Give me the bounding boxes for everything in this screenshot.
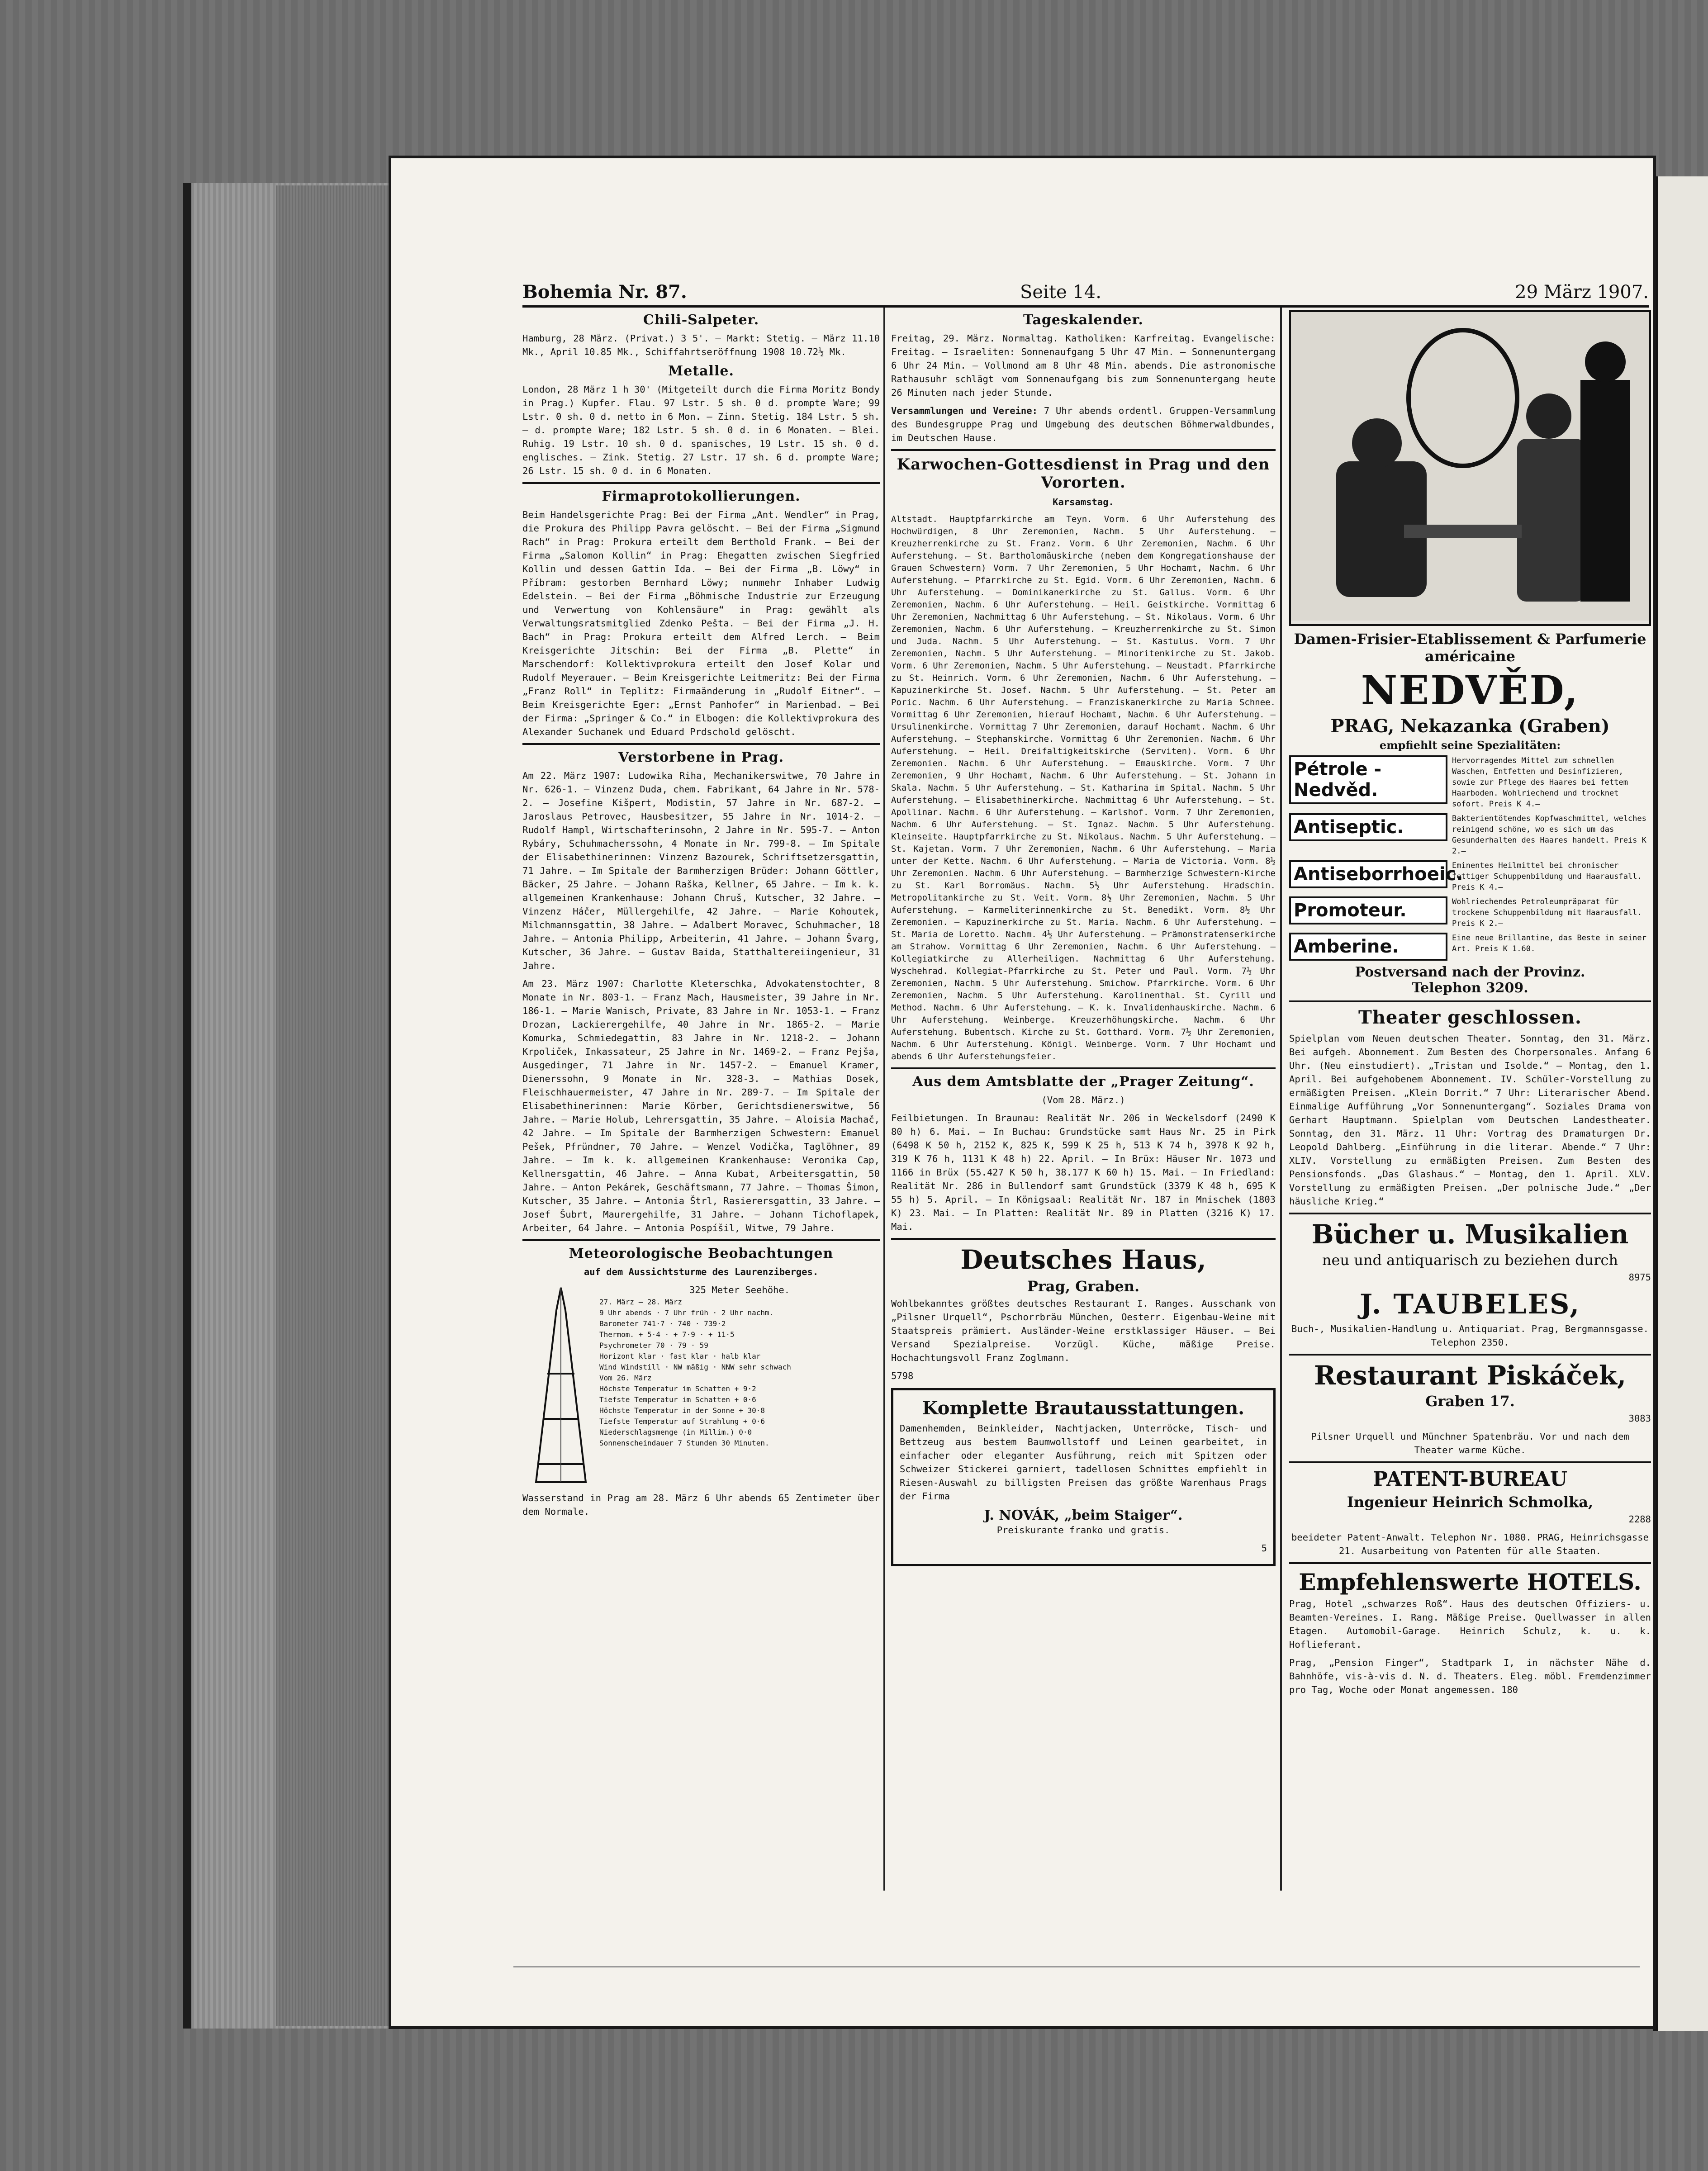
product-name: Amberine. xyxy=(1289,933,1447,961)
product-row xyxy=(1289,755,1651,810)
patent-engineer: Ingenieur Heinrich Schmolka, xyxy=(1347,1493,1594,1511)
meteo-table xyxy=(599,1283,880,1491)
hotel-listing: Prag, Hotel „schwarzes Roß“. Haus des deutschen Offiziers- u. Beamten-Vereines. I. Rang. Mäßige Preise. Quellwasser in allen Etagen. Automobil-Garage. Heinrich Schulz, k. u. k. Hoflieferant. xyxy=(1289,1598,1651,1650)
section-title: Meteorologische Beobachtungen xyxy=(569,1246,834,1261)
ad-number: 8975 xyxy=(1628,1272,1651,1283)
versammlungen-body: 7 Uhr abends ordentl. Gruppen-Versammlung des Bundesgruppe Prag und Umgebung des deutschen Böhmerwaldbundes, im Deutschen Hause. xyxy=(891,405,1276,443)
feilbietungen-text: Feilbietungen. In Braunau: Realität Nr. 206 in Weckelsdorf (2490 K 80 h) 6. Mai. — In Buchau: Grundstücke samt Haus Nr. 25 in Pirk (6498 K 50 h, 2152 K, 825 K, 599 K 25 h, 513 K 74 h, 3978 K 92 h, 319 K 76 h, 1131 K 48 h) 22. April. — In Brüx: Häuser Nr. 1073 und 1166 in Brüx (55.427 K 50 h, 38.177 K 60 h) 15. Mai. — In Friedland: Realität Nr. 286 in Bullendorf samt Grundstück (3379 K 48 h, 695 K 55 h) 5. April. — In Königsaal: Realität Nr. 187 in Mnischek (1803 K) 23. Mai. — In Platten: Realität Nr. 89 in Platten (3216 K) 17. Mai. xyxy=(891,1113,1276,1232)
braut-footer: Preiskurante franko und gratis. xyxy=(996,1525,1170,1536)
product-description: Wohlriechendes Petroleumpräparat für trockene Schuppenbildung mit Haarausfall. Preis K 2.— xyxy=(1452,897,1642,928)
product-name: Antiseptic. xyxy=(1289,813,1447,841)
ad-number: 3083 xyxy=(1628,1413,1651,1424)
theater-title: Theater geschlossen. xyxy=(1358,1007,1582,1028)
meteo-row: Vom 26. März xyxy=(599,1374,652,1382)
divider-rule xyxy=(522,743,880,745)
divider-rule xyxy=(522,482,880,484)
amtsblatt-date: (Vom 28. März.) xyxy=(1041,1095,1125,1105)
meteo-row: Tiefste Temperatur auf Strahlung + 0·6 xyxy=(599,1417,765,1426)
ad-number: 2288 xyxy=(1628,1514,1651,1525)
product-name: Antiseborrhoeic. xyxy=(1289,860,1447,888)
section-title: Chili-Salpeter. xyxy=(643,312,759,328)
product-description: Hervorragendes Mittel zum schnellen Waschen, Entfetten und Desinfizieren, sowie zur Pflege des Haares bei fettem Haarboden. Wohlriechend und trocknet sofort. Preis K 4.— xyxy=(1452,756,1628,809)
product-name: Pétrole - Nedvěd. xyxy=(1289,755,1447,804)
newspaper-title: Bohemia Nr. 87. xyxy=(522,281,687,303)
postversand: Postversand nach der Provinz. xyxy=(1355,964,1585,980)
brautausstattungen-ad xyxy=(891,1388,1276,1566)
versammlungen-text xyxy=(891,404,1276,445)
meteo-row: Wind Windstill · NW mäßig · NNW sehr schwach xyxy=(599,1363,791,1371)
hotel-listing: Prag, „Pension Finger“, Stadtpark I, in nächster Nähe d. Bahnhöfe, vis-à-vis d. N. d. Theaters. Eleg. möbl. Fremdenzimmer pro Tag, Woche oder Monat angemessen. 180 xyxy=(1289,1657,1651,1695)
buecher-title: Bücher u. Musikalien xyxy=(1311,1219,1629,1250)
meteo-row: Niederschlagsmenge (in Millim.) 0·0 xyxy=(599,1428,752,1436)
restaurant-address: Graben 17. xyxy=(1425,1393,1515,1410)
divider-rule xyxy=(1289,1461,1651,1463)
divider-rule xyxy=(1289,1562,1651,1564)
deutsches-haus-text: Wohlbekanntes größtes deutsches Restaurant I. Ranges. Ausschank von „Pilsner Urquell“, Pschorrbräu München, Oesterr. Eigenbau-Weine mit Staatspreis prämiert. Ausländer-Weine erstklassiger Häuser. — Bei Versand Spezialpreise. Vorzügl. Küche, mäßige Preise. Hochachtungsvoll Franz Zoglmann. xyxy=(891,1298,1276,1363)
patent-text: beeideter Patent-Anwalt. Telephon Nr. 1080. PRAG, Heinrichsgasse 21. Ausarbeitung von Patenten für alle Staaten. xyxy=(1291,1532,1649,1556)
meteo-footer: Wasserstand in Prag am 28. März 6 Uhr abends 65 Zentimeter über dem Normale. xyxy=(522,1493,880,1517)
meteo-row: Thermom. + 5·4 · + 7·9 · + 11·5 xyxy=(599,1330,735,1339)
ad-number: 5 xyxy=(1261,1543,1267,1554)
braut-text: Damenhemden, Beinkleider, Nachtjacken, Unterröcke, Tisch- und Bettzeug aus bestem Baumwollstoff und Leinen gearbeitet, in einfacher oder eleganter Ausführung, reich mit Spitzen oder Schweizer Stickerei garniert, tadellosen Schnittes empfiehlt in Riesen-Auswahl zu billigsten Preisen das größte Warenhaus Prags der Firma xyxy=(900,1423,1267,1502)
restaurant-title: Restaurant Piskáček, xyxy=(1314,1360,1627,1391)
section-title: Tageskalender. xyxy=(1023,312,1143,328)
theater-text: Spielplan vom Neuen deutschen Theater. Sonntag, den 31. März. Bei aufgeh. Abonnement. Zum Besten des Chorpersonales. Anfang 6 Uhr. (Neu einstudiert). „Tristan und Isolde.“ — Montag, den 1. April. Bei aufgehobenem Abonnement. IV. Schüler-Vorstellung zu ermäßigten Preisen. „Klein Dorrit.“ 7 Uhr: Literarischer Abend. Einmalige Aufführung „Vor Sonnenuntergang“. Soziales Drama von Gerhart Hauptmann. Spielplan vom Deutschen Landestheater. Sonntag, den 31. März. 11 Uhr: Vortrag des Dramaturgen Dr. Leopold Dahlberg. „Einführung in die literar. Abende.“ 7 Uhr: XLIV. Vorstellung zu ermäßigten Preisen. Zum Besten des Pensionsfonds. „Das Glashaus.“ — Montag, den 1. April. XLV. Vorstellung zu ermäßigten Preisen. „Der polnische Jude.“ „Der häusliche Krieg.“ xyxy=(1289,1033,1651,1207)
issue-date: 29 März 1907. xyxy=(1515,282,1649,303)
deutsches-haus-title: Deutsches Haus, xyxy=(960,1244,1206,1275)
chili-text: Hamburg, 28 März. (Privat.) 3 5'. — Markt: Stetig. — März 11.10 Mk., April 10.85 Mk., Schiffahrtseröffnung 1908 10.72½ Mk. xyxy=(522,333,880,357)
divider-rule xyxy=(522,1239,880,1241)
meteo-row: Barometer 741·7 · 740 · 739·2 xyxy=(599,1319,726,1328)
buecher-subtitle: neu und antiquarisch zu beziehen durch xyxy=(1322,1251,1618,1269)
metalle-text: London, 28 März 1 h 30' (Mitgeteilt durch die Firma Moritz Bondy in Prag.) Kupfer. Flau. 97 Lstr. 5 sh. 0 d. prompte Ware; 99 Lstr. 0 sh. 0 d. netto in 6 Mon. — Zinn. Stetig. 184 Lstr. 5 sh. — d. prompte Ware; 182 Lstr. 5 sh. 0 d. in 6 Monaten. — Blei. Ruhig. 19 Lstr. 10 sh. 0 d. spanisches, 19 Lstr. 15 sh. 0 d. englisches. — Zink. Stetig. 27 Lstr. 17 sh. 6 d. prompte Ware; 26 Lstr. 15 sh. 0 d. in 6 Monaten. xyxy=(522,384,880,476)
next-page-strip xyxy=(1653,176,1708,2031)
product-row xyxy=(1289,896,1651,929)
column-right xyxy=(1289,308,1651,1913)
restaurant-text: Pilsner Urquell und Münchner Spatenbräu. Vor und nach dem Theater warme Küche. xyxy=(1311,1431,1629,1455)
meteo-row: 27. März — 28. März xyxy=(599,1298,683,1306)
nedved-header: Damen-Frisier-Etablissement & Parfumerie américaine xyxy=(1294,630,1646,665)
divider-rule xyxy=(891,1238,1276,1240)
versammlungen-title: Versammlungen und Vereine: xyxy=(891,405,1038,416)
divider-rule xyxy=(1289,1000,1651,1002)
section-title: Metalle. xyxy=(668,363,734,379)
nedved-specialties: empfiehlt seine Spezialitäten: xyxy=(1379,739,1561,752)
verstorbene-text: Am 22. März 1907: Ludowika Riha, Mechanikerswitwe, 70 Jahre in Nr. 626-1. — Vinzenz Duda, chem. Fabrikant, 64 Jahre in Nr. 578-2. — Josefine Kišpert, Modistin, 57 Jahre in Nr. 687-2. — Jaroslaus Petrovec, Hausbesitzer, 55 Jahre in Nr. 1014-2. — Rudolf Hampl, Wirtschafterinsohn, 2 Jahre in Nr. 595-7. — Anton Rybáry, Schuhmacherssohn, 4 Monate in Nr. 799-8. — Im Spitale der Elisabethinerinnen: Vinzenz Bazourek, Schriftsetzersgattin, 71 Jahre. — Im Spitale der Barmherzigen Brüder: Johann Göttler, Bäcker, 25 Jahre. — Johann Raška, Kellner, 65 Jahre. — Im k. k. allgemeinen Krankenhause: Johann Chruš, Kutscher, 32 Jahre. — Vinzenz Háčer, Müllergehilfe, 42 Jahre. — Marie Kohoutek, Milchmannsgattin, 38 Jahre. — Adalbert Moravec, Schuhmacher, 18 Jahre. — Antonia Philipp, Arbeiterin, 41 Jahre. — Johann Švarg, Kutscher, 36 Jahre. — Gustav Baida, Statthaltereiingenieur, 31 Jahre. xyxy=(522,770,880,971)
patent-title: PATENT-BUREAU xyxy=(1372,1468,1567,1491)
divider-rule xyxy=(891,1067,1276,1069)
verstorbene-text: Am 23. März 1907: Charlotte Kleterschka, Advokatenstochter, 8 Monate in Nr. 803-1. — Franz Mach, Hausmeister, 39 Jahre in Nr. 186-1. — Marie Wanisch, Private, 83 Jahre in Nr. 1053-1. — Franz Drozan, Lackierergehilfe, 40 Jahre in Nr. 1865-2. — Marie Komurka, Schmiedegattin, 83 Jahre in Nr. 1218-2. — Johann Krpoliček, Inkassateur, 25 Jahre in Nr. 1469-2. — Franz Pejša, Ausgedinger, 71 Jahre in Nr. 1457-2. — Emanuel Kramer, Dienerssohn, 9 Monate in Nr. 328-3. — Mathias Dosek, Fleischhauermeister, 47 Jahre in Nr. 289-7. — Im Spitale der Elisabethinerinnen: Marie Körber, Gerichtsdienerswitwe, 56 Jahre. — Marie Holub, Lehrersgattin, 35 Jahre. — Aloisia Machač, 42 Jahre. — Im Spitale der Barmherzigen Schwestern: Emanuel Pešek, Pfründner, 70 Jahre. — Wenzel Vodička, Taglöhner, 89 Jahre. — Im k. k. allgemeinen Krankenhause: Veronika Cap, Kellnersgattin, 46 Jahre. — Anna Kubat, Arbeitersgattin, 50 Jahre. — Anton Pekárek, Geschäftsmann, 77 Jahre. — Thomas Šimon, Kutscher, 35 Jahre. — Antonia Štrl, Rasierersgattin, 33 Jahre. — Josef Šubrt, Maurergehilfe, 31 Jahre. — Johann Tichoflapek, Arbeiter, 64 Jahre. — Antonia Pospíšil, Witwe, 79 Jahre. xyxy=(522,978,880,1233)
product-description: Eminentes Heilmittel bei chronischer fettiger Schuppenbildung und Haarausfall. Preis K 4.— xyxy=(1452,861,1642,892)
nedved-address: PRAG, Nekazanka (Graben) xyxy=(1330,716,1610,737)
firma-text: Beim Handelsgerichte Prag: Bei der Firma „Ant. Wendler“ in Prag, die Prokura des Philipp Pavra gelöscht. — Bei der Firma „Sigmund Rach“ in Prag: Prokura erteilt dem Berthold Frank. — Bei der Firma „Salomon Kollin“ in Prag: Ehegatten zwischen Siegfried Kollin und dessen Gattin Ida. — Bei der Firma „B. Löwy“ in Příbram: gestorben Bernhard Löwy; nunmehr Inhaber Ludwig Edelstein. — Bei der Firma „Böhmische Industrie zur Erzeugung und Verwertung von Kohlensäure“ in Prag: gewählt als Verwaltungsratsmitglied Zdenko Pešta. — Bei der Firma „J. H. Bach“ in Prag: Prokura erteilt dem Alfred Lerch. — Beim Kreisgerichte Jitschin: Bei der Firma „B. Plette“ in Marschendorf: Kollektivprokura erteilt den Josef Kolar und Rudolf Meyerauer. — Beim Kreisgerichte Leitmeritz: Bei der Firma „Franz Roll“ in Teplitz: Firmaänderung in „Rudolf Eitner“. — Beim Kreisgerichte Eger: „Ernst Panhofer“ in Marienbad. — Bei der Firma: „Springer & Co.“ in Elbogen: die Kollektivprokura des Alexander Suchanek und Eduard Prdschold gelöscht. xyxy=(522,509,880,737)
karwochen-text: Altstadt. Hauptpfarrkirche am Teyn. Vorm. 6 Uhr Auferstehung des Hochwürdigen, 8 Uhr Zeremonien, Nachm. 5 Uhr Auferstehung. — Kreuzherrenkirche zu St. Franz. Vorm. 6 Uhr Zeremonien, Nachm. 6 Uhr Auferstehung. — St. Bartholomäuskirche (neben dem Kongregationshause der Grauen Schwestern) Vorm. 7 Uhr Zeremonien, 5 Uhr Hochamt, Nachm. 6 Uhr Auferstehung. — Pfarrkirche zu St. Egid. Vorm. 6 Uhr Zeremonien, Nachm. 6 Uhr Auferstehung. — Dominikanerkirche zu St. Gallus. Vorm. 6 Uhr Zeremonien, Nachm. 6 Uhr Auferstehung. — Heil. Geistkirche. Vormittag 6 Uhr Zeremonien, Nachmittag 6 Uhr Auferstehung. — St. Nikolaus. Vorm. 6 Uhr Zeremonien, Nachm. 6 Uhr Auferstehung. — Kreuzherrenkirche zu St. Simon und Juda. Nachm. 5 Uhr Auferstehung. — St. Kastulus. Vorm. 7 Uhr Zeremonien, Nachm. 5 Uhr Auferstehung. — Minoritenkirche zu St. Jakob. Vorm. 6 Uhr Zeremonien, Nachm. 5 Uhr Auferstehung. — Neustadt. Pfarrkirche zu St. Heinrich. Vorm. 6 Uhr Zeremonien, Nachm. 6 Uhr Auferstehung. — Kapuzinerkirche St. Josef. Nachm. 5 Uhr Auferstehung. — St. Peter am Poric. Nachm. 6 Uhr Auferstehung. — Franziskanerkirche zu Maria Schnee. Vormittag 6 Uhr Zeremonien, hierauf Hochamt, Nachm. 6 Uhr Auferstehung. — Ursulinenkirche. Vormittag 7 Uhr Zeremonien, darauf Hochamt. Nachm. 6 Uhr Auferstehung. — Stephanskirche. Vormittag 6 Uhr Zeremonien. Nachm. 6 Uhr Auferstehung. — Heil. Dreifaltigkeitskirche (Serviten). Vorm. 6 Uhr Zeremonien. Nachm. 6 Uhr Auferstehung. — Emauskirche. Vorm. 7 Uhr Zeremonien, 9 Uhr Hochamt, Nachm. 6 Uhr Auferstehung. — St. Johann in Skala. Nachm. 5 Uhr Auferstehung. — St. Katharina im Spital. Nachm. 5 Uhr Auferstehung. — Elisabethinerkirche. Nachmittag 6 Uhr Auferstehung. — St. Apollinar. Nachm. 6 Uhr Auferstehung. — Karlshof. Vorm. 7 Uhr Zeremonien, Nachm. 6 Uhr Auferstehung. — St. Ignaz. Nachm. 5 Uhr Auferstehung. Kleinseite. Hauptpfarrkirche zu St. Nikolaus. Nachm. 5 Uhr Auferstehung. — St. Kajetan. Vorm. 7 Uhr Zeremonien, Nachm. 6 Uhr Auferstehung. — Maria unter der Kette. Nachm. 6 Uhr Auferstehung. — Maria de Victoria. Vorm. 8½ Uhr Zeremonien. Nachm. 6 Uhr Auferstehung. — Barmherzige Schwestern-Kirche zu St. Karl Borromäus. Nachm. 5½ Uhr Auferstehung. Hradschin. Metropolitankirche zu St. Veit. Vorm. 8½ Uhr Zeremonien, Nachm. 5 Uhr Auferstehung. — Karmeliterinnenkirche zu St. Benedikt. Vorm. 8½ Uhr Zeremonien. — Kapuzinerkirche zu St. Maria. Nachm. 6 Uhr Auferstehung. — St. Maria de Loretto. Nachm. 4½ Uhr Auferstehung. — Prämonstratenserkirche am Strahow. Vormittag 6 Uhr Zeremonien, Nachm. 6 Uhr Auferstehung. — Kollegiatkirche zu Allerheiligen. Nachmittag 6 Uhr Auferstehung. Wyschehrad. Kollegiat-Pfarrkirche zu St. Peter und Paul. Vorm. 7½ Uhr Zeremonien, Nachm. 5 Uhr Auferstehung. Smichow. Pfarrkirche. Vorm. 6 Uhr Zeremonien, Nachm. 5 Uhr Auferstehung. Karolinenthal. St. Cyrill und Method. Nachm. 6 Uhr Auferstehung. — K. k. Invalidenhauskirche. Nachm. 6 Uhr Auferstehung. Weinberge. Kreuzerhöhungskirche. Nachm. 6 Uhr Auferstehung. Bubentsch. Kirche zu St. Gotthard. Vorm. 7½ Uhr Zeremonien, Nachm. 6 Uhr Auferstehung. Königl. Weinberge. Vorm. 7 Uhr Hochamt und abends 6 Uhr Auferstehungsfeier. xyxy=(891,514,1276,1062)
meteo-row: Psychrometer 70 · 79 · 59 xyxy=(599,1341,708,1350)
meteo-row: Tiefste Temperatur im Schatten + 0·6 xyxy=(599,1395,756,1404)
nedved-name: NEDVĚD, xyxy=(1361,667,1580,714)
column-left xyxy=(522,308,880,1913)
nedved-telephone: Telephon 3209. xyxy=(1412,980,1528,996)
meteo-height: 325 Meter Seehöhe. xyxy=(689,1285,790,1295)
page-header xyxy=(522,269,1649,308)
meteo-row: Höchste Temperatur im Schatten + 9·2 xyxy=(599,1384,756,1393)
newspaper-page xyxy=(391,158,1653,2026)
divider-rule xyxy=(1289,1354,1651,1356)
section-title: Karwochen-Gottesdienst in Prag und den Vororten. xyxy=(897,455,1270,492)
product-row xyxy=(1289,933,1651,961)
product-description: Eine neue Brillantine, das Beste in seiner Art. Preis K 1.60. xyxy=(1452,934,1646,953)
taubeles-name: J. TAUBELES, xyxy=(1359,1289,1581,1320)
meteo-block xyxy=(522,1283,880,1491)
meteo-row: Höchste Temperatur in der Sonne + 30·8 xyxy=(599,1406,765,1415)
salon-illustration xyxy=(1289,310,1651,626)
braut-title: Komplette Brautausstattungen. xyxy=(922,1398,1245,1419)
meteo-row: 9 Uhr abends · 7 Uhr früh · 2 Uhr nachm. xyxy=(599,1308,774,1317)
section-title: Aus dem Amtsblatte der „Prager Zeitung“. xyxy=(912,1074,1254,1090)
karsamstag-label: Karsamstag. xyxy=(1053,497,1114,507)
ad-number: 5798 xyxy=(891,1370,914,1381)
page-number: Seite 14. xyxy=(1020,282,1101,303)
meteo-row: Horizont klar · fast klar · halb klar xyxy=(599,1352,761,1360)
taubeles-text: Buch-, Musikalien-Handlung u. Antiquariat. Prag, Bergmannsgasse. Telephon 2350. xyxy=(1291,1323,1649,1348)
column-divider xyxy=(1280,308,1282,1891)
product-row xyxy=(1289,813,1651,857)
book-spine-block xyxy=(276,185,391,2026)
divider-rule xyxy=(1289,1213,1651,1214)
deutsches-haus-subtitle: Prag, Graben. xyxy=(1027,1278,1140,1295)
column-middle xyxy=(891,308,1276,1913)
hairdresser-engraving xyxy=(1291,312,1649,621)
column-divider xyxy=(883,308,885,1891)
tageskalender-text: Freitag, 29. März. Normaltag. Katholiken: Karfreitag. Evangelische: Freitag. — Israeliten: Sonnenaufgang 5 Uhr 47 Min. — Sonnenuntergang 6 Uhr 24 Min. — Vollmond am 8 Uhr 48 Min. abends. Die astronomische Rathausuhr schlägt vom Sonnenaufgang bis zum Sonnenuntergang heute 26 Minuten nach jeder Stunde. xyxy=(891,333,1276,398)
tower-illustration xyxy=(522,1283,599,1491)
divider-rule xyxy=(891,449,1276,451)
braut-firm: J. NOVÁK, „beim Staiger“. xyxy=(984,1507,1183,1523)
section-title: Verstorbene in Prag. xyxy=(618,749,784,765)
product-name: Promoteur. xyxy=(1289,896,1447,924)
meteo-subtitle: auf dem Aussichtsturme des Laurenziberges. xyxy=(584,1266,819,1277)
product-row xyxy=(1289,860,1651,893)
meteo-row: Sonnenscheindauer 7 Stunden 30 Minuten. xyxy=(599,1439,769,1447)
page-bottom-margin xyxy=(513,1966,1640,1986)
product-description: Bakterientötendes Kopfwaschmittel, welches reinigend schöne, wo es sich um das Gesunderhalten des Haares handelt. Preis K 2.— xyxy=(1452,814,1646,856)
hotels-title: Empfehlenswerte HOTELS. xyxy=(1299,1569,1642,1595)
section-title: Firmaprotokollierungen. xyxy=(602,488,801,504)
